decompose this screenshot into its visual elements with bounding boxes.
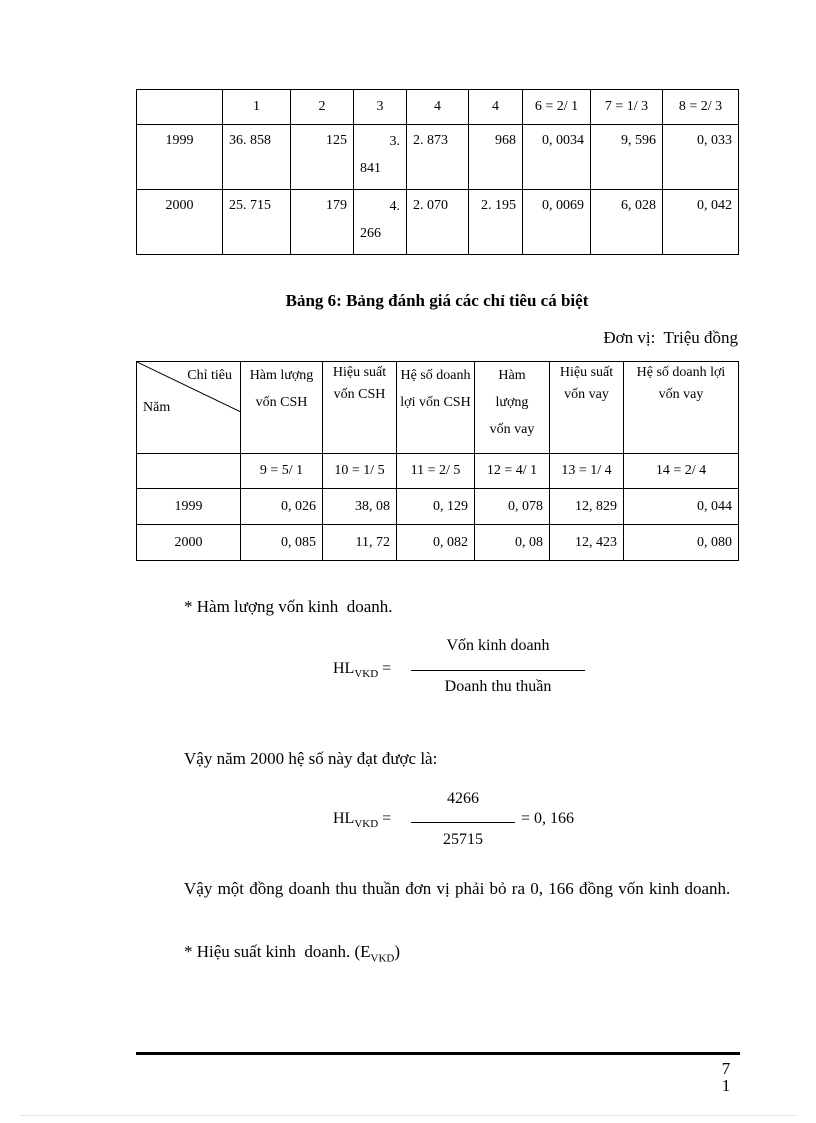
unit-label: Đơn vị: Triệu đồng [603, 328, 738, 347]
value-cell: 25. 715 [223, 190, 291, 255]
value-cell: 11, 72 [323, 525, 397, 561]
header-he-so-doanh-loi-von-csh: Hệ số doanh lợi vốn CSH [397, 362, 475, 454]
value-cell: 12, 829 [550, 489, 624, 525]
corner-bottom-label: Năm [143, 400, 171, 415]
formula2-fraction-bar [411, 822, 515, 823]
formula1-numerator: Vốn kinh doanh [446, 637, 550, 654]
header-he-so-doanh-loi-von-vay: Hệ số doanh lợi vốn vay [624, 362, 739, 454]
value-cell: 2. 195 [469, 190, 523, 255]
value-cell: 0, 08 [475, 525, 550, 561]
value-cell: 2. 873 [407, 125, 469, 190]
value-cell [354, 125, 407, 190]
formula1-fraction-bar [411, 670, 585, 671]
value-cell: 0, 042 [663, 190, 739, 255]
header-hieu-suat-von-csh: Hiệu suất vốn CSH [323, 362, 397, 454]
year-cell: 1999 [137, 489, 241, 525]
value-cell: 0, 026 [241, 489, 323, 525]
formula1-sub: VKD [354, 668, 379, 681]
formula2-numerator: 4266 [447, 790, 479, 807]
corner-cell [137, 362, 241, 454]
page-number-line1: 7 [721, 1059, 731, 1078]
table1-header-cell: 4 [407, 90, 469, 125]
formula2-sub: VKD [354, 818, 379, 831]
table2-header-row [137, 362, 739, 454]
table1-header-cell: 2 [291, 90, 354, 125]
formula-cell: 11 = 2/ 5 [397, 454, 475, 489]
value-cell: 125 [291, 125, 354, 190]
formula-cell: 12 = 4/ 1 [475, 454, 550, 489]
table1-header-cell: 3 [354, 90, 407, 125]
value-cell: 0, 082 [397, 525, 475, 561]
table1-header-cell [137, 90, 223, 125]
formula2-denominator: 25715 [443, 831, 483, 848]
formula2-eq: = [378, 810, 392, 827]
value-cell: 36. 858 [223, 125, 291, 190]
value-cell: 0, 129 [397, 489, 475, 525]
page-number-line2: 1 [721, 1076, 731, 1095]
section2-suffix: ) [394, 942, 401, 961]
value-part: 841 [360, 161, 381, 176]
paragraph-conclusion: Vậy một đồng doanh thu thuần đơn vị phải bỏ ra 0, 166 đồng vốn kinh doanh. [184, 879, 731, 898]
year-cell: 2000 [137, 525, 241, 561]
table1-header-cell: 8 = 2/ 3 [663, 90, 739, 125]
table1-header-cell: 4 [469, 90, 523, 125]
section-heading-hieu-suat [184, 942, 400, 964]
year-cell: 1999 [137, 125, 223, 190]
formula-cell: 14 = 2/ 4 [624, 454, 739, 489]
formula2-hl: HL [333, 810, 355, 827]
formula1-lhs [333, 660, 391, 680]
table2-row-1999 [137, 489, 739, 525]
value-part: 266 [360, 226, 381, 241]
value-cell: 0, 078 [475, 489, 550, 525]
formula2-lhs [333, 810, 391, 830]
formula1-hl: HL [333, 660, 355, 677]
table-continued [136, 89, 739, 255]
paragraph-result-intro: Vậy năm 2000 hệ số này đạt được là: [184, 749, 438, 768]
value-cell: 2. 070 [407, 190, 469, 255]
value-cell: 968 [469, 125, 523, 190]
section2-sub: VKD [370, 952, 395, 965]
footer-rule [136, 1052, 740, 1055]
table1-header-cell: 7 = 1/ 3 [591, 90, 663, 125]
corner-top-label: Chỉ tiêu [187, 368, 232, 383]
value-cell: 38, 08 [323, 489, 397, 525]
value-cell: 179 [291, 190, 354, 255]
section2-text: * Hiệu suất kinh doanh. (E [184, 942, 371, 961]
header-hieu-suat-von-vay: Hiệu suất vốn vay [550, 362, 624, 454]
header-ham-luong-von-csh: Hàm lượng vốn CSH [241, 362, 323, 454]
value-cell [354, 190, 407, 255]
table1-row-2000 [137, 190, 739, 255]
table1-header-row [137, 90, 739, 125]
value-cell: 6, 028 [591, 190, 663, 255]
value-cell: 0, 033 [663, 125, 739, 190]
table1-header-cell: 1 [223, 90, 291, 125]
year-cell: 2000 [137, 190, 223, 255]
value-cell: 0, 080 [624, 525, 739, 561]
formula-cell: 13 = 1/ 4 [550, 454, 624, 489]
value-cell: 0, 0034 [523, 125, 591, 190]
header-ham-luong-von-vay: Hàm lượng vốn vay [475, 362, 550, 454]
formula-cell: 9 = 5/ 1 [241, 454, 323, 489]
value-part: 3. [389, 134, 400, 149]
formula1-eq: = [378, 660, 392, 677]
formula-empty-cell [137, 454, 241, 489]
formula2-result: = 0, 166 [521, 810, 575, 827]
page-number [716, 1060, 736, 1094]
value-cell: 0, 0069 [523, 190, 591, 255]
value-part: 4. [389, 199, 400, 214]
value-cell: 12, 423 [550, 525, 624, 561]
formula-cell: 10 = 1/ 5 [323, 454, 397, 489]
value-cell: 0, 085 [241, 525, 323, 561]
value-cell: 9, 596 [591, 125, 663, 190]
indicator-table [136, 361, 739, 561]
table1-header-cell: 6 = 2/ 1 [523, 90, 591, 125]
table1-row-1999 [137, 125, 739, 190]
formula1-denominator: Doanh thu thuần [444, 678, 552, 695]
table2-row-2000 [137, 525, 739, 561]
section-heading-ham-luong: * Hàm lượng vốn kinh doanh. [184, 597, 393, 616]
table2-formula-row [137, 454, 739, 489]
value-cell: 0, 044 [624, 489, 739, 525]
page-bottom-dotted-border [20, 1115, 796, 1116]
table-title: Bảng 6: Bảng đánh giá các chỉ tiêu cá biệt [285, 291, 589, 310]
